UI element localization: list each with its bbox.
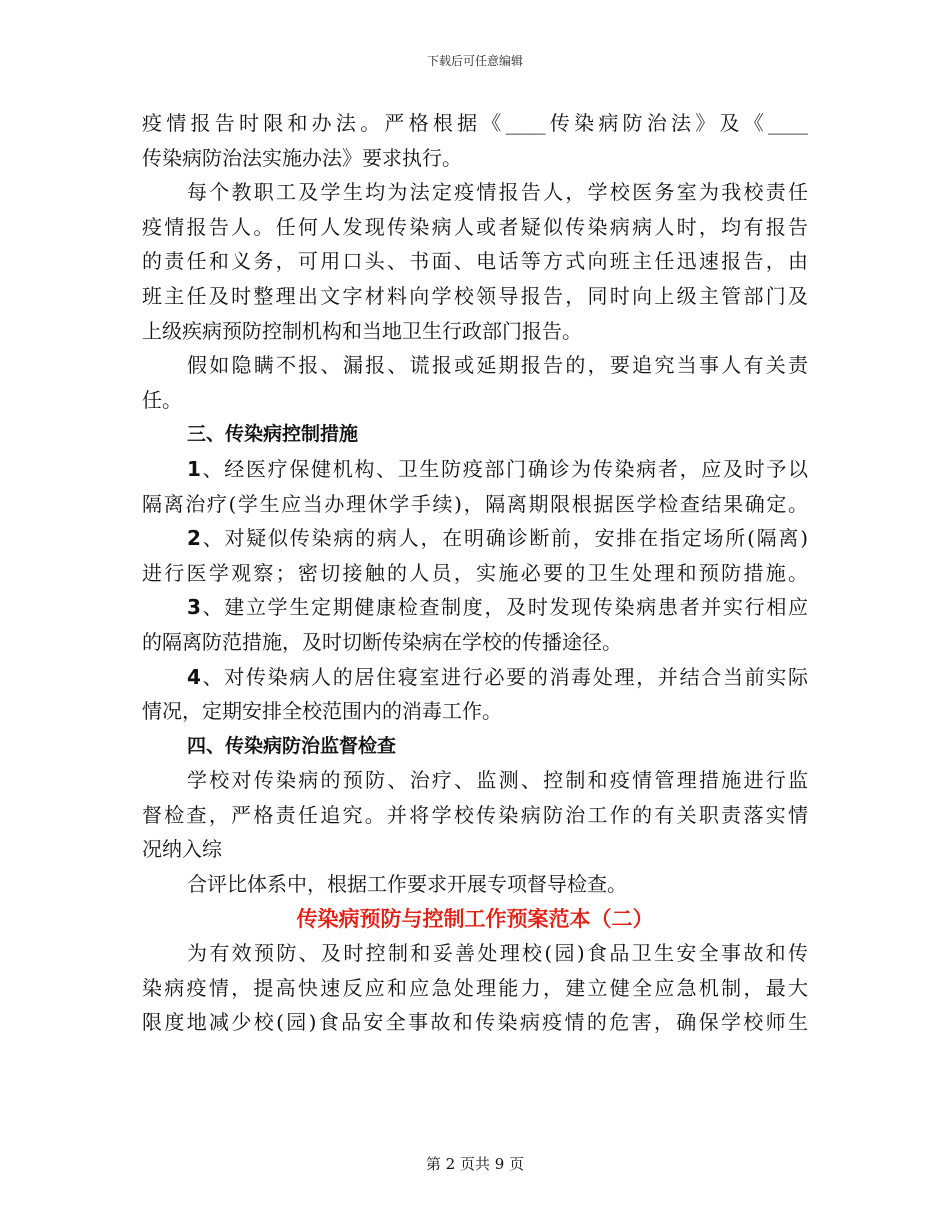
- list-item-4: [142, 660, 808, 695]
- paragraph-line: 每个教职工及学生均为法定疫情报告人，学校医务室为我校责任: [187, 180, 808, 205]
- section-title: 传染病预防与控制工作预案范本（二）: [296, 906, 654, 931]
- paragraph-line: 任。: [142, 387, 182, 412]
- item-text: 、建立学生定期健康检查制度，及时发现传染病患者并实行相应: [200, 595, 808, 620]
- paragraph-line: 上级疾病预防控制机构和当地卫生行政部门报告。: [142, 318, 582, 343]
- item-number: 4: [187, 664, 201, 689]
- paragraph-line: 的责任和义务，可用口头、书面、电话等方式向班主任迅速报告，由: [142, 249, 808, 274]
- section-heading-3: 三、传染病控制措施: [187, 423, 359, 446]
- document-body: [142, 106, 808, 1040]
- item-number: 3: [187, 595, 201, 620]
- paragraph-line: 学校对传染病的预防、治疗、监测、控制和疫情管理措施进行监: [187, 768, 808, 793]
- paragraph-line: 染病疫情，提高快速反应和应急处理能力，建立健全应急机制，最大: [142, 975, 808, 1000]
- list-item-1: [142, 452, 808, 487]
- page-header: 下载后可任意编辑: [426, 54, 523, 68]
- paragraph-line: 疫情报告时限和办法。严格根据《____传染病防治法》及《____: [142, 111, 808, 135]
- page-footer: 第 2 页共 9 页: [425, 1155, 525, 1173]
- paragraph-line: 限度地减少校(园)食品安全事故和传染病疫情的危害，确保学校师生: [142, 1010, 808, 1035]
- paragraph-line: 假如隐瞒不报、漏报、谎报或延期报告的，要追究当事人有关责: [187, 353, 808, 378]
- paragraph-line: 隔离治疗(学生应当办理休学手续)，隔离期限根据医学检查结果确定。: [142, 491, 808, 516]
- paragraph-line: 为有效预防、及时控制和妥善处理校(园)食品卫生安全事故和传: [187, 941, 808, 966]
- list-item-3: [142, 590, 808, 625]
- item-number: 2: [187, 526, 201, 551]
- paragraph-line: 班主任及时整理出文字材料向学校领导报告，同时向上级主管部门及: [142, 283, 808, 308]
- list-item-2: [142, 521, 808, 556]
- paragraph-line: 疫情报告人。任何人发现传染病人或者疑似传染病病人时，均有报告: [142, 214, 808, 239]
- paragraph-line: 合评比体系中，根据工作要求开展专项督导检查。: [187, 872, 627, 897]
- paragraph-line: 督检查，严格责任追究。并将学校传染病防治工作的有关职责落实情: [142, 802, 808, 827]
- item-text: 、对传染病人的居住寝室进行必要的消毒处理，并结合当前实际: [200, 664, 808, 689]
- item-text: 、对疑似传染病的病人，在明确诊断前，安排在指定场所(隔离): [200, 526, 808, 551]
- paragraph-line: 情况，定期安排全校范围内的消毒工作。: [142, 699, 502, 724]
- paragraph-line: 况纳入综: [142, 837, 222, 862]
- paragraph-line: 传染病防治法实施办法》要求执行。: [142, 145, 462, 170]
- section-heading-4: 四、传染病防治监督检查: [187, 734, 397, 757]
- paragraph-line: 进行医学观察；密切接触的人员，实施必要的卫生处理和预防措施。: [142, 560, 808, 585]
- item-text: 、经医疗保健机构、卫生防疫部门确诊为传染病者，应及时予以: [200, 456, 808, 481]
- item-number: 1: [187, 456, 201, 481]
- paragraph-line: 的隔离防范措施，及时切断传染病在学校的传播途径。: [142, 629, 622, 654]
